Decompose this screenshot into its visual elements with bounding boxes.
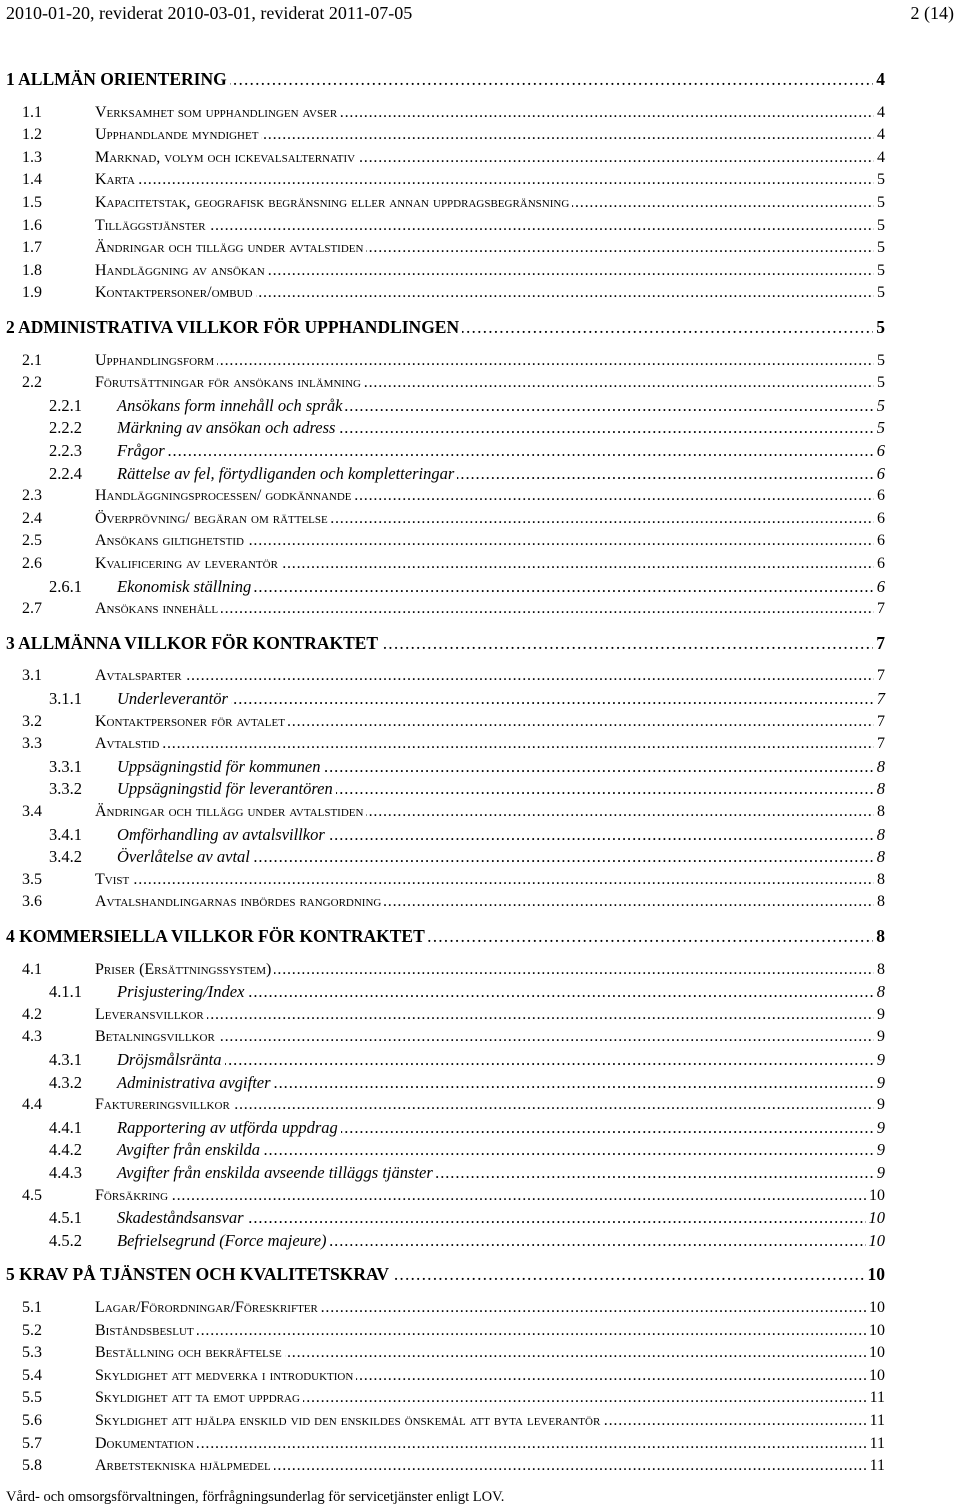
toc-entry-number: 5.7 <box>22 1433 42 1455</box>
toc-entry[interactable] <box>0 463 960 485</box>
toc-entry[interactable] <box>0 260 960 282</box>
toc-entry-title: Priser (Ersättningssystem) <box>95 959 274 981</box>
toc-entry[interactable] <box>0 395 960 417</box>
toc-entry[interactable] <box>0 1365 960 1387</box>
toc-entry-title: Handläggning av ansökan <box>95 260 268 282</box>
toc-entry[interactable] <box>0 846 960 868</box>
toc-entry-number: 4.5.2 <box>49 1230 82 1250</box>
toc-entry-number: 4.4.3 <box>49 1163 82 1182</box>
toc-entry-number: 2.5 <box>22 530 42 552</box>
toc-entry-number: 3.3.1 <box>49 756 82 776</box>
toc-entry[interactable] <box>0 1387 960 1409</box>
toc-entry[interactable] <box>0 1230 960 1252</box>
toc-entry-number: 4.3.2 <box>49 1072 82 1092</box>
toc-entry[interactable] <box>0 440 960 462</box>
toc-entry[interactable] <box>0 598 960 620</box>
toc-entry-title: Administrativa avgifter <box>117 1072 274 1094</box>
toc-entry-title: Ansökans form innehåll och språk <box>117 395 345 417</box>
page-number: 2 (14) <box>910 3 954 23</box>
revision-dates: 2010-01-20, reviderat 2010-03-01, reviderat 2011-07-05 <box>6 3 413 23</box>
toc-entry-title: Skadeståndsansvar <box>117 1207 247 1229</box>
toc-entry-title: Befrielsegrund (Force majeure) <box>117 1230 330 1252</box>
toc-entry-number: 3.6 <box>22 891 42 913</box>
toc-entry-number: 4.4.1 <box>49 1117 82 1137</box>
toc-entry[interactable] <box>0 553 960 575</box>
toc-entry[interactable] <box>0 981 960 1003</box>
toc-entry-page: 5 <box>874 215 885 237</box>
toc-entry-title: Tvist <box>95 869 132 891</box>
toc-entry-page: 4 <box>874 102 885 124</box>
toc-entry-number: 3.4 <box>22 801 42 823</box>
toc-entry[interactable] <box>0 530 960 552</box>
toc-entry-number: 4.5.1 <box>49 1208 82 1228</box>
toc-leader-dots <box>117 440 875 462</box>
toc-entry[interactable] <box>0 1004 960 1026</box>
toc-entry-page: 10 <box>866 1185 885 1207</box>
toc-entry-title: Dokumentation <box>95 1433 197 1455</box>
toc-entry-title: Marknad, volym och ickevalsalternativ <box>95 147 358 169</box>
toc-entry-page: 5 <box>874 260 885 282</box>
toc-entry-title: Ansökans innehåll <box>95 598 221 620</box>
toc-entry-title: Försäkring <box>95 1185 171 1207</box>
toc-entry[interactable] <box>0 778 960 800</box>
toc-section-heading[interactable] <box>0 68 960 90</box>
toc-entry-page: 11 <box>867 1433 885 1455</box>
toc-entry-number: 4.1.1 <box>49 982 82 1002</box>
toc-entry[interactable] <box>0 711 960 733</box>
toc-entry-number: 5.8 <box>22 1455 42 1477</box>
toc-entry-page: 8 <box>874 891 885 913</box>
toc-entry[interactable] <box>0 891 960 913</box>
toc-entry-page: 11 <box>867 1387 885 1409</box>
toc-entry-page: 7 <box>874 688 885 710</box>
toc-entry[interactable] <box>0 215 960 237</box>
toc-entry-title: Biståndsbeslut <box>95 1320 197 1342</box>
toc-entry-title: Tilläggstjänster <box>95 215 209 237</box>
toc-entry-number: 4.4 <box>22 1094 42 1116</box>
toc-entry-title: Prisjustering/Index <box>117 981 247 1003</box>
toc-entry-number: 4.5 <box>22 1185 42 1207</box>
toc-leader-dots <box>117 1049 875 1071</box>
toc-entry-title: Förutsättningar för ansökans inlämning <box>95 372 364 394</box>
toc-entry-title: Frågor <box>117 440 168 462</box>
toc-entry-page: 9 <box>874 1026 885 1048</box>
toc-entry-page: 7 <box>874 598 885 620</box>
toc-entry-number: 2.4 <box>22 508 42 530</box>
toc-entry-number: 3.5 <box>22 869 42 891</box>
toc-entry-title: Avtalshandlingarnas inbördes rangordning <box>95 891 384 913</box>
toc-leader-dots <box>95 169 875 191</box>
toc-entry-title: Handläggningsprocessen/ godkännande <box>95 485 355 507</box>
toc-entry-number: 3.3 <box>22 733 42 755</box>
toc-entry-title: Arbetstekniska hjälpmedel <box>95 1455 274 1477</box>
toc-entry-number: 3.3.2 <box>49 779 82 799</box>
toc-entry-number: 1.7 <box>22 237 42 259</box>
toc-entry-title: Ändringar och tillägg under avtalstiden <box>95 801 366 823</box>
toc-entry-page: 6 <box>874 463 885 485</box>
toc-entry-title: Skyldighet att ta emot uppdrag <box>95 1387 303 1409</box>
toc-entry[interactable] <box>0 733 960 755</box>
toc-entry-number: 5.2 <box>22 1320 42 1342</box>
toc-entry-title: Kvalificering av leverantör <box>95 553 281 575</box>
toc-entry-title: Betalningsvillkor <box>95 1026 218 1048</box>
toc-entry-page: 5 <box>874 169 885 191</box>
toc-entry-title: Upphandlande myndighet <box>95 124 261 146</box>
toc-entry-number: 1.8 <box>22 260 42 282</box>
toc-entry-page: 8 <box>874 959 885 981</box>
toc-entry[interactable] <box>0 237 960 259</box>
toc-entry-title: 4 KOMMERSIELLA VILLKOR FÖR KONTRAKTET <box>6 925 428 947</box>
toc-entry[interactable] <box>0 665 960 687</box>
toc-entry-page: 5 <box>874 417 885 439</box>
page-footer: Vård- och omsorgsförvaltningen, förfrågningsunderlag för servicetjänster enligt LOV. <box>6 1489 505 1505</box>
toc-entry-page: 6 <box>874 508 885 530</box>
toc-entry-title: Ändringar och tillägg under avtalstiden <box>95 237 366 259</box>
toc-entry-page: 5 <box>874 350 885 372</box>
toc-entry-number: 5.6 <box>22 1410 42 1432</box>
toc-entry-number: 4.1 <box>22 959 42 981</box>
toc-entry-page: 6 <box>874 576 885 598</box>
toc-entry-page: 11 <box>867 1410 885 1432</box>
toc-entry-number: 1.4 <box>22 169 42 191</box>
toc-leader-dots <box>95 665 875 687</box>
toc-entry-number: 2.2.3 <box>49 441 82 460</box>
toc-entry-title: Ekonomisk ställning <box>117 576 254 598</box>
toc-entry-title: Kontaktpersoner/ombud <box>95 282 256 304</box>
toc-entry[interactable] <box>0 1162 960 1184</box>
toc-entry-title: Faktureringsvillkor <box>95 1094 233 1116</box>
toc-entry-page: 11 <box>867 1455 885 1477</box>
toc-entry-page: 4 <box>874 124 885 146</box>
toc-entry-title: Märkning av ansökan och adress <box>117 417 338 439</box>
toc-entry-page: 4 <box>874 147 885 169</box>
toc-entry-page: 5 <box>874 192 885 214</box>
toc-entry-number: 3.4.1 <box>49 824 82 844</box>
toc-section-heading[interactable] <box>0 1263 960 1285</box>
toc-entry[interactable] <box>0 1139 960 1161</box>
toc-entry-page: 8 <box>874 981 885 1003</box>
toc-entry-title: Omförhandling av avtalsvillkor <box>117 824 328 846</box>
toc-entry-number: 2.2.4 <box>49 463 82 483</box>
toc-entry-title: Överlåtelse av avtal <box>117 846 253 868</box>
toc-entry[interactable] <box>0 1342 960 1364</box>
toc-entry[interactable] <box>0 417 960 439</box>
toc-entry[interactable] <box>0 485 960 507</box>
toc-entry-page: 4 <box>873 68 885 90</box>
toc-entry-number: 5.1 <box>22 1297 42 1319</box>
toc-entry-number: 2.2.2 <box>49 418 82 438</box>
toc-entry-title: Underleverantör <box>117 688 231 710</box>
toc-entry-title: Överprövning/ begäran om rättelse <box>95 508 331 530</box>
toc-entry-page: 8 <box>873 925 885 947</box>
toc-entry-title: Karta <box>95 169 138 191</box>
toc-entry-page: 8 <box>874 846 885 868</box>
toc-entry[interactable] <box>0 576 960 598</box>
toc-entry-page: 6 <box>874 440 885 462</box>
toc-entry-page: 5 <box>874 372 885 394</box>
toc-entry[interactable] <box>0 350 960 372</box>
toc-leader-dots <box>95 215 875 237</box>
toc-leader-dots <box>95 733 875 755</box>
toc-entry-page: 9 <box>874 1004 885 1026</box>
toc-entry-page: 7 <box>874 711 885 733</box>
toc-entry-number: 3.1.1 <box>49 689 82 708</box>
toc-entry-title: Uppsägningstid för kommunen <box>117 756 324 778</box>
toc-entry-title: Leveransvillkor <box>95 1004 207 1026</box>
toc-entry-number: 2.2.1 <box>49 395 82 415</box>
toc-entry-number: 1.5 <box>22 192 42 214</box>
toc-entry[interactable] <box>0 1049 960 1071</box>
toc-entry-number: 5.5 <box>22 1387 42 1409</box>
toc-leader-dots <box>95 869 875 891</box>
toc-entry-page: 9 <box>874 1072 885 1094</box>
toc-entry-page: 6 <box>874 553 885 575</box>
toc-leader-dots <box>95 1433 875 1455</box>
toc-entry-title: Skyldighet att medverka i introduktion <box>95 1365 356 1387</box>
toc-leader-dots <box>95 1320 875 1342</box>
toc-entry-page: 6 <box>874 485 885 507</box>
toc-entry-number: 1.1 <box>22 102 42 124</box>
toc-entry-number: 5.4 <box>22 1365 42 1387</box>
toc-entry-number: 4.4.2 <box>49 1140 82 1160</box>
toc-entry-page: 9 <box>874 1049 885 1071</box>
toc-entry-number: 5.3 <box>22 1342 42 1364</box>
toc-entry-title: Dröjsmålsränta <box>117 1049 225 1071</box>
toc-entry[interactable] <box>0 1094 960 1116</box>
toc-entry-page: 8 <box>874 824 885 846</box>
toc-entry[interactable] <box>0 147 960 169</box>
toc-entry-title: Avtalsparter <box>95 665 185 687</box>
toc-entry-title: Rättelse av fel, förtydliganden och kompletteringar <box>117 463 457 485</box>
toc-entry[interactable] <box>0 1455 960 1477</box>
toc-entry[interactable] <box>0 1297 960 1319</box>
toc-entry-title: Avgifter från enskilda <box>117 1139 263 1161</box>
toc-entry-page: 7 <box>874 733 885 755</box>
toc-entry[interactable] <box>0 372 960 394</box>
toc-entry-page: 8 <box>874 756 885 778</box>
toc-entry-title: Kapacitetstak, geografisk begränsning eller annan uppdragsbegränsning <box>95 192 572 214</box>
toc-entry[interactable] <box>0 1410 960 1432</box>
toc-entry-number: 1.6 <box>22 215 42 237</box>
toc-entry-page: 9 <box>874 1162 885 1184</box>
toc-entry-number: 2.3 <box>22 485 42 507</box>
toc-entry-title: 2 ADMINISTRATIVA VILLKOR FÖR UPPHANDLINGEN <box>6 316 462 338</box>
toc-entry-title: Lagar/Förordningar/Föreskrifter <box>95 1297 321 1319</box>
toc-entry-page: 10 <box>866 1207 886 1229</box>
toc-entry[interactable] <box>0 282 960 304</box>
toc-entry-title: Skyldighet att hjälpa enskild vid den enskildes önskemål att byta leverantör <box>95 1410 603 1432</box>
toc-section-heading[interactable] <box>0 632 960 654</box>
toc-entry[interactable] <box>0 1185 960 1207</box>
toc-entry-title: Beställning och bekräftelse <box>95 1342 285 1364</box>
toc-entry-page: 10 <box>865 1263 886 1285</box>
toc-entry-page: 9 <box>874 1117 885 1139</box>
toc-entry-page: 10 <box>866 1230 886 1252</box>
toc-entry-page: 6 <box>874 530 885 552</box>
toc-entry-page: 8 <box>874 778 885 800</box>
toc-section-heading[interactable] <box>0 316 960 338</box>
toc-entry[interactable] <box>0 801 960 823</box>
toc-entry-page: 5 <box>874 282 885 304</box>
toc-entry[interactable] <box>0 1320 960 1342</box>
toc-entry-page: 7 <box>874 665 885 687</box>
toc-entry[interactable] <box>0 1026 960 1048</box>
toc-entry-number: 2.2 <box>22 372 42 394</box>
toc-entry-title: 3 ALLMÄNNA VILLKOR FÖR KONTRAKTET <box>6 632 381 654</box>
toc-entry[interactable] <box>0 1117 960 1139</box>
toc-entry-page: 5 <box>873 316 885 338</box>
toc-entry[interactable] <box>0 824 960 846</box>
toc-entry-page: 9 <box>874 1094 885 1116</box>
toc-entry-title: Avgifter från enskilda avseende tilläggs tjänster <box>117 1162 436 1184</box>
toc-entry[interactable] <box>0 1072 960 1094</box>
toc-entry-number: 4.2 <box>22 1004 42 1026</box>
toc-entry-title: Kontaktpersoner för avtalet <box>95 711 288 733</box>
toc-entry-number: 2.1 <box>22 350 42 372</box>
toc-entry-number: 1.2 <box>22 124 42 146</box>
toc-entry[interactable] <box>0 169 960 191</box>
toc-entry-title: Upphandlingsform <box>95 350 217 372</box>
toc-entry-number: 3.1 <box>22 665 42 687</box>
toc-entry-title: 1 ALLMÄN ORIENTERING <box>6 68 230 90</box>
toc-entry-title: Ansökans giltighetstid <box>95 530 247 552</box>
toc-entry-number: 2.6 <box>22 553 42 575</box>
toc-entry-title: Avtalstid <box>95 733 162 755</box>
toc-section-heading[interactable] <box>0 925 960 947</box>
toc-entry[interactable] <box>0 1207 960 1229</box>
toc-entry-page: 10 <box>866 1320 885 1342</box>
toc-entry-page: 9 <box>874 1139 885 1161</box>
toc-entry-number: 4.3.1 <box>49 1050 82 1069</box>
toc-entry-title: 5 KRAV PÅ TJÄNSTEN OCH KVALITETSKRAV <box>6 1263 392 1285</box>
toc-entry-page: 10 <box>866 1297 885 1319</box>
toc-entry-number: 2.7 <box>22 598 42 620</box>
toc-entry-number: 3.4.2 <box>49 847 82 867</box>
toc-entry[interactable] <box>0 124 960 146</box>
toc-entry[interactable] <box>0 869 960 891</box>
toc-entry-number: 1.3 <box>22 147 42 169</box>
toc-entry-page: 10 <box>866 1365 885 1387</box>
toc-leader-dots <box>95 1004 875 1026</box>
toc-entry[interactable] <box>0 1433 960 1455</box>
toc-entry-number: 2.6.1 <box>49 576 82 596</box>
toc-entry-title: Uppsägningstid för leverantören <box>117 778 336 800</box>
toc-entry-page: 7 <box>873 632 885 654</box>
toc-entry[interactable] <box>0 192 960 214</box>
toc-entry-page: 5 <box>874 237 885 259</box>
toc-entry-page: 5 <box>874 395 885 417</box>
toc-entry[interactable] <box>0 688 960 710</box>
toc-entry[interactable] <box>0 959 960 981</box>
toc-entry[interactable] <box>0 756 960 778</box>
toc-entry-number: 4.3 <box>22 1026 42 1048</box>
toc-entry-title: Rapportering av utförda uppdrag <box>117 1117 341 1139</box>
toc-entry-number: 1.9 <box>22 282 42 304</box>
toc-leader-dots <box>95 1185 875 1207</box>
toc-entry-page: 8 <box>874 801 885 823</box>
toc-entry-page: 10 <box>866 1342 885 1364</box>
toc-entry[interactable] <box>0 102 960 124</box>
toc-entry[interactable] <box>0 508 960 530</box>
toc-entry-page: 8 <box>874 869 885 891</box>
toc-entry-number: 3.2 <box>22 711 42 733</box>
toc-entry-title: Verksamhet som upphandlingen avser <box>95 102 340 124</box>
